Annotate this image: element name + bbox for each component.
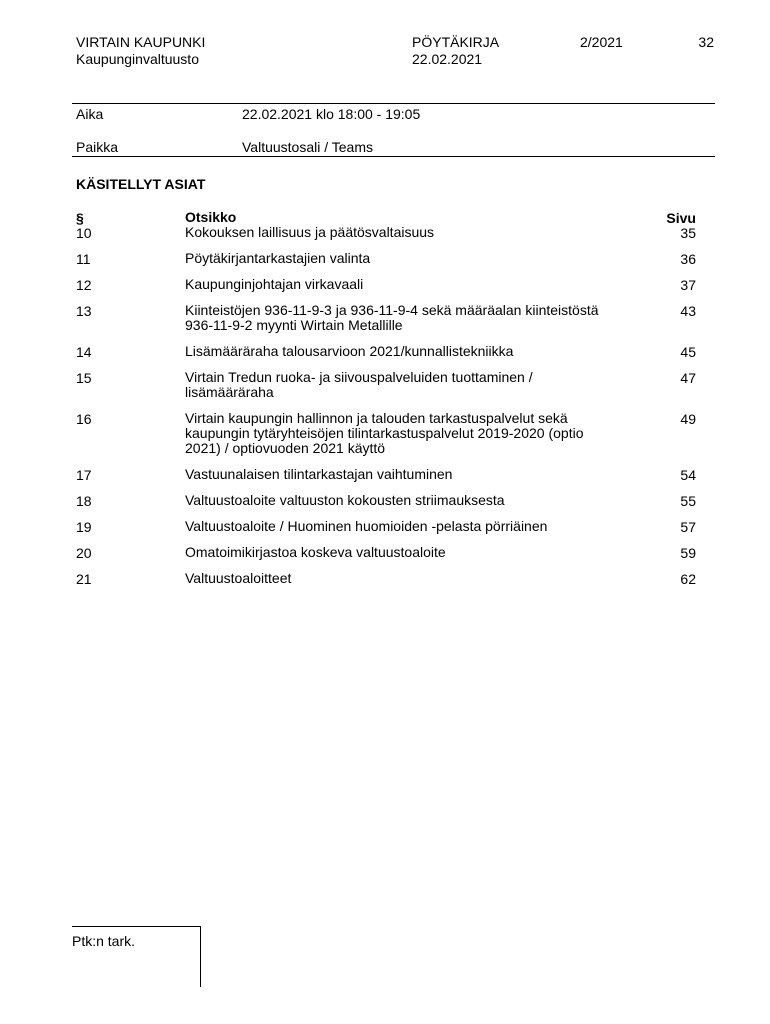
toc-num: 20	[76, 545, 92, 561]
toc-title: Valtuustoaloite valtuuston kokousten striimauksesta	[185, 492, 505, 508]
toc-row	[76, 571, 696, 586]
toc-num: 16	[76, 411, 92, 427]
divider-bottom	[72, 156, 715, 157]
toc-num: 15	[76, 370, 92, 386]
check-label: Ptk:n tark.	[72, 933, 136, 949]
toc-row	[76, 545, 696, 560]
toc-title: Virtain Tredun ruoka- ja siivouspalveluiden tuottaminen / lisämääräraha	[185, 369, 533, 400]
toc-page: 57	[680, 519, 696, 535]
toc-num: 18	[76, 493, 92, 509]
toc-title: Omatoimikirjastoa koskeva valtuustoaloite	[185, 544, 446, 560]
toc-row	[76, 411, 696, 456]
time-value: 22.02.2021 klo 18:00 - 19:05	[242, 106, 421, 122]
toc-num: 14	[76, 344, 92, 360]
toc-row	[76, 493, 696, 508]
toc-title: Valtuustoaloite / Huominen huomioiden -pelasta pörriäinen	[185, 518, 548, 534]
toc-title: Lisämääräraha talousarvioon 2021/kunnallistekniikka	[185, 343, 514, 359]
toc-header-page: Sivu	[666, 210, 696, 226]
toc-row	[76, 370, 696, 400]
toc-header-title: Otsikko	[185, 209, 237, 225]
toc-page: 45	[680, 344, 696, 360]
toc-page: 36	[680, 251, 696, 267]
toc-row	[76, 344, 696, 359]
toc-header-row	[76, 210, 696, 225]
doc-type: PÖYTÄKIRJA	[412, 34, 500, 50]
divider-top	[72, 103, 715, 104]
toc-row	[76, 519, 696, 534]
toc-title: Kokouksen laillisuus ja päätösvaltaisuus	[185, 224, 435, 240]
toc-num: 12	[76, 277, 92, 293]
toc-num: 17	[76, 467, 92, 483]
toc-num: 11	[76, 251, 91, 267]
toc-row	[76, 225, 696, 240]
section-title: KÄSITELLYT ASIAT	[76, 176, 206, 192]
toc-num: 13	[76, 303, 92, 319]
toc-table	[76, 210, 696, 586]
toc-row	[76, 251, 696, 266]
toc-page: 49	[680, 411, 696, 427]
toc-page: 43	[680, 303, 696, 319]
doc-number: 2/2021	[580, 34, 623, 50]
meeting-date: 22.02.2021	[412, 51, 483, 67]
toc-page: 55	[680, 493, 696, 509]
toc-title: Vastuunalaisen tilintarkastajan vaihtuminen	[185, 466, 453, 482]
time-label: Aika	[76, 106, 104, 122]
toc-num: 10	[76, 225, 92, 241]
toc-title: Valtuustoaloitteet	[185, 570, 292, 586]
page-number: 32	[698, 34, 714, 50]
toc-title: Kiinteistöjen 936-11-9-3 ja 936-11-9-4 sekä määräalan kiinteistöstä 936-11-9-2 myynti Wirtain Metallille	[185, 302, 599, 333]
toc-page: 59	[680, 545, 696, 561]
place-value: Valtuustosali / Teams	[242, 139, 373, 155]
toc-page: 62	[680, 571, 696, 587]
toc-page: 54	[680, 467, 696, 483]
toc-row	[76, 467, 696, 482]
toc-page: 37	[680, 277, 696, 293]
toc-num: 19	[76, 519, 92, 535]
toc-row	[76, 303, 696, 333]
toc-row	[76, 277, 696, 292]
toc-page: 35	[680, 225, 696, 241]
toc-title: Pöytäkirjantarkastajien valinta	[185, 250, 371, 266]
toc-title: Virtain kaupungin hallinnon ja talouden tarkastuspalvelut sekä kaupungin tytäryhteisöjen tilintarkastuspalvelut 2019-2020 (optio 2021) / optiovuoden 2021 käyttö	[185, 410, 584, 456]
place-label: Paikka	[76, 139, 119, 155]
toc-header-num: §	[76, 210, 84, 226]
toc-title: Kaupunginjohtajan virkavaali	[185, 276, 364, 292]
toc-rows	[76, 225, 696, 586]
toc-num: 21	[76, 571, 92, 587]
org-name: VIRTAIN KAUPUNKI	[76, 34, 206, 50]
toc-page: 47	[680, 370, 696, 386]
council-name: Kaupunginvaltuusto	[76, 51, 199, 67]
